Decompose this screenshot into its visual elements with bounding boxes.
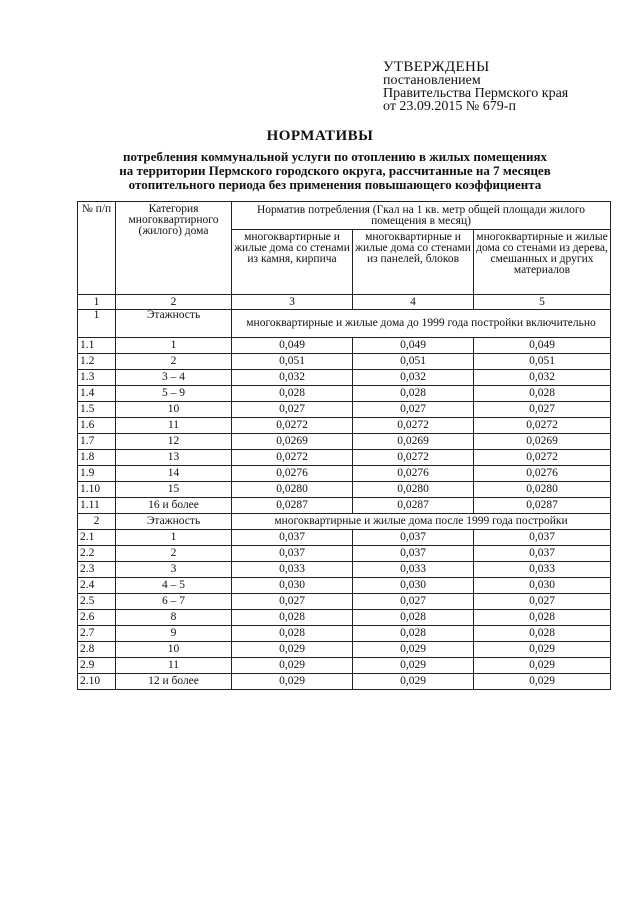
row-value-stone: 0,051	[232, 354, 353, 370]
row-value-stone: 0,0276	[232, 466, 353, 482]
row-value-panel: 0,032	[353, 370, 474, 386]
table-row	[78, 418, 611, 434]
row-value-wood: 0,0269	[474, 434, 611, 450]
row-value-stone: 0,029	[232, 674, 353, 690]
row-category: 13	[116, 450, 232, 466]
row-category: 11	[116, 418, 232, 434]
section-num: 2	[78, 514, 116, 530]
row-category: 15	[116, 482, 232, 498]
header-stone: многоквартирные и жилые дома со стенами из камня, кирпича	[232, 230, 353, 295]
row-num: 2.8	[78, 642, 116, 658]
row-value-wood: 0,049	[474, 338, 611, 354]
row-value-wood: 0,051	[474, 354, 611, 370]
row-value-panel: 0,029	[353, 642, 474, 658]
header-panel: многоквартирные и жилые дома со стенами из панелей, блоков	[353, 230, 474, 295]
row-value-wood: 0,027	[474, 594, 611, 610]
subtitle-line: на территории Пермского городского округа, рассчитанные на 7 месяцев	[119, 163, 551, 178]
row-value-wood: 0,028	[474, 626, 611, 642]
row-value-stone: 0,033	[232, 562, 353, 578]
row-value-panel: 0,049	[353, 338, 474, 354]
row-num: 1.11	[78, 498, 116, 514]
approval-line: от 23.09.2015 № 679-п	[383, 99, 516, 114]
row-value-panel: 0,027	[353, 402, 474, 418]
row-value-wood: 0,029	[474, 674, 611, 690]
section1-rows	[78, 338, 611, 514]
row-value-wood: 0,0280	[474, 482, 611, 498]
column-number: 3	[232, 295, 353, 310]
norms-table	[77, 201, 611, 690]
table-row	[78, 434, 611, 450]
header-wood: многоквартирные и жилые дома со стенами из дерева, смешанных и других материалов	[474, 230, 611, 295]
row-value-panel: 0,033	[353, 562, 474, 578]
table-row	[78, 578, 611, 594]
row-value-stone: 0,0280	[232, 482, 353, 498]
row-num: 1.7	[78, 434, 116, 450]
row-value-panel: 0,027	[353, 594, 474, 610]
row-value-stone: 0,032	[232, 370, 353, 386]
row-value-stone: 0,0287	[232, 498, 353, 514]
row-value-wood: 0,037	[474, 546, 611, 562]
table-row	[78, 338, 611, 354]
row-value-wood: 0,027	[474, 402, 611, 418]
table-row	[78, 386, 611, 402]
approval-line: Правительства Пермского края	[383, 86, 569, 101]
row-category: 12	[116, 434, 232, 450]
row-value-panel: 0,0276	[353, 466, 474, 482]
row-value-stone: 0,029	[232, 642, 353, 658]
row-value-stone: 0,028	[232, 386, 353, 402]
row-value-stone: 0,037	[232, 530, 353, 546]
table-row	[78, 354, 611, 370]
row-category: 5 – 9	[116, 386, 232, 402]
row-value-wood: 0,0272	[474, 418, 611, 434]
row-num: 2.9	[78, 658, 116, 674]
row-num: 1.3	[78, 370, 116, 386]
row-num: 2.5	[78, 594, 116, 610]
row-num: 2.6	[78, 610, 116, 626]
row-value-stone: 0,0269	[232, 434, 353, 450]
row-category: 14	[116, 466, 232, 482]
table-row	[78, 546, 611, 562]
row-category: 8	[116, 610, 232, 626]
row-value-wood: 0,037	[474, 530, 611, 546]
approval-title: УТВЕРЖДЕНЫ	[383, 59, 490, 75]
header-row	[78, 202, 611, 230]
row-num: 1.1	[78, 338, 116, 354]
section-num: 1	[78, 310, 116, 338]
header-norm: Норматив потребления (Гкал на 1 кв. метр общей площади жилого помещения в месяц)	[232, 202, 611, 230]
row-num: 2.7	[78, 626, 116, 642]
row-category: 9	[116, 626, 232, 642]
column-numbers-row	[78, 295, 611, 310]
approval-line: постановлением	[383, 73, 481, 88]
table-row	[78, 594, 611, 610]
row-value-stone: 0,028	[232, 626, 353, 642]
row-num: 2.2	[78, 546, 116, 562]
row-value-wood: 0,0276	[474, 466, 611, 482]
row-num: 2.3	[78, 562, 116, 578]
row-category: 4 – 5	[116, 578, 232, 594]
subtitle-line: отопительного периода без применения повышающего коэффициента	[128, 177, 542, 192]
row-num: 1.10	[78, 482, 116, 498]
table-row	[78, 450, 611, 466]
table-row	[78, 498, 611, 514]
subtitle-line: потребления коммунальной услуги по отоплению в жилых помещениях	[123, 149, 547, 164]
table-row	[78, 562, 611, 578]
row-category: 10	[116, 402, 232, 418]
column-number: 4	[353, 295, 474, 310]
table-row	[78, 658, 611, 674]
row-value-stone: 0,027	[232, 402, 353, 418]
row-value-wood: 0,0272	[474, 450, 611, 466]
row-value-stone: 0,028	[232, 610, 353, 626]
row-value-panel: 0,029	[353, 658, 474, 674]
row-value-panel: 0,0287	[353, 498, 474, 514]
row-category: 1	[116, 338, 232, 354]
section-row	[78, 514, 611, 530]
row-value-stone: 0,0272	[232, 450, 353, 466]
row-value-panel: 0,028	[353, 626, 474, 642]
section-desc: многоквартирные и жилые дома после 1999 года постройки	[232, 514, 611, 530]
row-value-wood: 0,028	[474, 386, 611, 402]
row-value-wood: 0,029	[474, 658, 611, 674]
row-value-panel: 0,029	[353, 674, 474, 690]
row-value-panel: 0,0280	[353, 482, 474, 498]
table-row	[78, 530, 611, 546]
row-value-wood: 0,029	[474, 642, 611, 658]
section-label: Этажность	[116, 310, 232, 338]
section-row	[78, 310, 611, 338]
section-label: Этажность	[116, 514, 232, 530]
row-num: 1.8	[78, 450, 116, 466]
row-value-panel: 0,030	[353, 578, 474, 594]
row-value-panel: 0,037	[353, 530, 474, 546]
table-row	[78, 402, 611, 418]
section2-rows	[78, 530, 611, 690]
row-value-panel: 0,028	[353, 610, 474, 626]
table-row	[78, 370, 611, 386]
row-value-stone: 0,027	[232, 594, 353, 610]
column-number: 2	[116, 295, 232, 310]
row-category: 3	[116, 562, 232, 578]
table-row	[78, 482, 611, 498]
row-value-panel: 0,0272	[353, 450, 474, 466]
row-num: 1.5	[78, 402, 116, 418]
row-category: 1	[116, 530, 232, 546]
table-row	[78, 642, 611, 658]
column-number: 5	[474, 295, 611, 310]
header-category: Категория многоквартирного (жилого) дома	[116, 202, 232, 295]
row-num: 1.9	[78, 466, 116, 482]
row-value-wood: 0,033	[474, 562, 611, 578]
section-desc: многоквартирные и жилые дома до 1999 года постройки включительно	[232, 310, 611, 338]
row-num: 1.2	[78, 354, 116, 370]
row-category: 6 – 7	[116, 594, 232, 610]
row-category: 16 и более	[116, 498, 232, 514]
row-num: 2.1	[78, 530, 116, 546]
row-num: 1.6	[78, 418, 116, 434]
column-number: 1	[78, 295, 116, 310]
row-value-wood: 0,028	[474, 610, 611, 626]
row-value-stone: 0,029	[232, 658, 353, 674]
row-category: 12 и более	[116, 674, 232, 690]
row-value-panel: 0,028	[353, 386, 474, 402]
table-row	[78, 610, 611, 626]
header-num: № п/п	[78, 202, 116, 295]
document-title: НОРМАТИВЫ	[266, 128, 374, 144]
row-value-stone: 0,030	[232, 578, 353, 594]
table-row	[78, 466, 611, 482]
row-value-stone: 0,037	[232, 546, 353, 562]
row-value-wood: 0,0287	[474, 498, 611, 514]
row-num: 1.4	[78, 386, 116, 402]
approval-stamp	[383, 61, 568, 113]
row-num: 2.4	[78, 578, 116, 594]
row-category: 3 – 4	[116, 370, 232, 386]
row-value-stone: 0,049	[232, 338, 353, 354]
row-value-panel: 0,051	[353, 354, 474, 370]
row-category: 2	[116, 546, 232, 562]
table-row	[78, 626, 611, 642]
row-value-panel: 0,0272	[353, 418, 474, 434]
row-value-wood: 0,032	[474, 370, 611, 386]
row-category: 2	[116, 354, 232, 370]
row-num: 2.10	[78, 674, 116, 690]
row-category: 11	[116, 658, 232, 674]
row-value-stone: 0,0272	[232, 418, 353, 434]
document-subtitle	[60, 150, 610, 192]
table-row	[78, 674, 611, 690]
row-value-panel: 0,0269	[353, 434, 474, 450]
row-value-panel: 0,037	[353, 546, 474, 562]
row-category: 10	[116, 642, 232, 658]
row-value-wood: 0,030	[474, 578, 611, 594]
